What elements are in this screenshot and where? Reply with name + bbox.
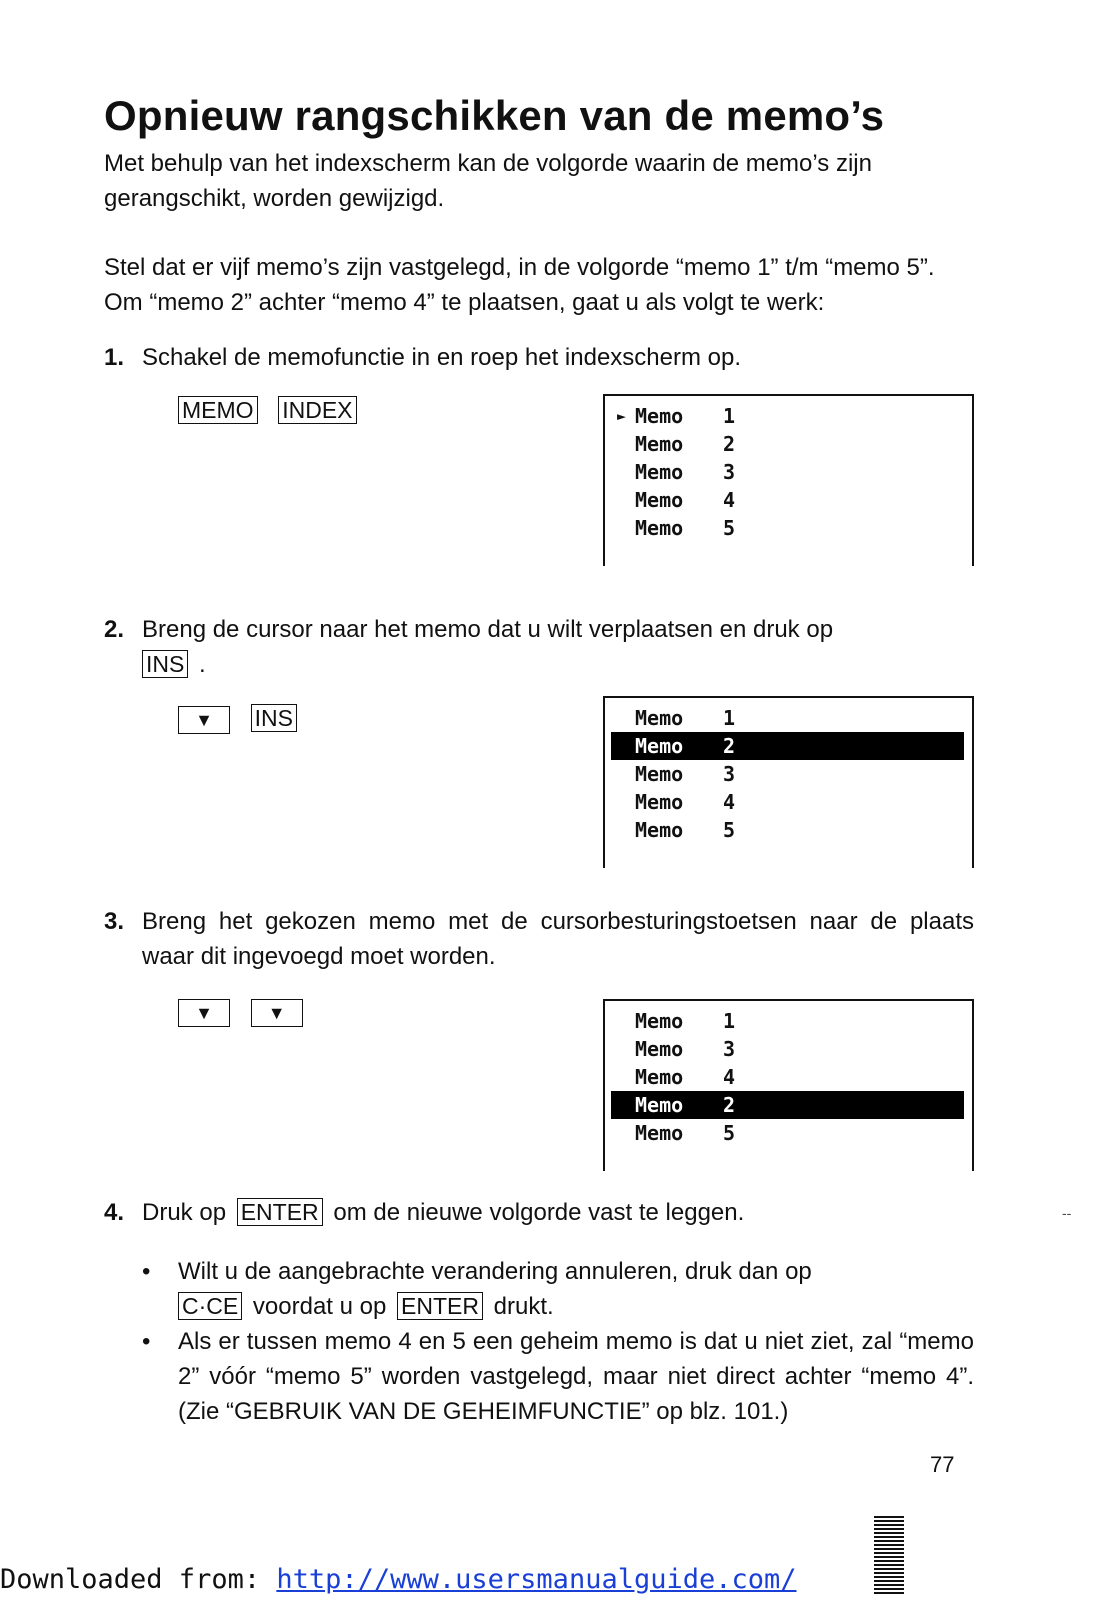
step-text: Breng het gekozen memo met de cursorbesturingstoetsen naar de plaats waar dit ingevoegd moet worden. bbox=[142, 908, 974, 970]
list-item[interactable]: Memo 1 bbox=[635, 706, 736, 730]
list-item[interactable]: Memo 5 bbox=[635, 818, 736, 842]
step-3 bbox=[104, 904, 974, 974]
ins-key[interactable]: INS bbox=[142, 650, 188, 678]
intro-paragraph: Met behulp van het indexscherm kan de volgorde waarin de memo’s zijn gerangschikt, worden gewijzigd. bbox=[104, 150, 872, 212]
step-number: 4. bbox=[104, 1199, 125, 1226]
note-bullet-cancel: • Wilt u de aangebrachte verandering annuleren, druk dan op C·CE voordat u op ENTER drukt. bbox=[142, 1258, 812, 1320]
page-number: 77 bbox=[930, 1452, 955, 1477]
index-key[interactable]: INDEX bbox=[278, 396, 356, 424]
lcd-screen-step-3 bbox=[603, 999, 974, 1171]
list-item[interactable]: Memo 5 bbox=[635, 516, 736, 540]
step-text: om de nieuwe volgorde vast te leggen. bbox=[333, 1199, 745, 1226]
list-item[interactable]: Memo 1 bbox=[635, 1009, 736, 1033]
step-3-keys bbox=[178, 998, 317, 1027]
lcd-screen-step-2 bbox=[603, 696, 974, 868]
list-item-selected[interactable]: Memo 2 bbox=[611, 732, 964, 760]
download-footer bbox=[0, 1564, 797, 1595]
list-item[interactable]: ► Memo 1 bbox=[617, 404, 736, 428]
context-paragraph: Stel dat er vijf memo’s zijn vastgelegd, in de volgorde “memo 1” t/m “memo 5”. Om “memo 2” achter “memo 4” te plaatsen, gaat u als volgt te werk: bbox=[104, 254, 935, 316]
step-number: 3. bbox=[104, 908, 125, 935]
page-title: Opnieuw rangschikken van de memo’s bbox=[104, 92, 885, 139]
cce-key[interactable]: C·CE bbox=[178, 1292, 242, 1320]
down-arrow-key[interactable]: ▼ bbox=[251, 999, 303, 1027]
memo-key[interactable]: MEMO bbox=[178, 396, 258, 424]
ins-key[interactable]: INS bbox=[251, 704, 297, 732]
step-text: Schakel de memofunctie in en roep het indexscherm op. bbox=[142, 344, 742, 371]
footer-link[interactable]: http://www.usersmanualguide.com/ bbox=[276, 1564, 797, 1595]
footer-prefix: Downloaded from: bbox=[0, 1564, 277, 1595]
step-number: 2. bbox=[104, 616, 125, 643]
list-item[interactable]: Memo 4 bbox=[635, 488, 736, 512]
margin-mark: -- bbox=[1062, 1205, 1072, 1221]
list-item[interactable]: Memo 3 bbox=[635, 460, 736, 484]
list-item[interactable]: Memo 3 bbox=[635, 762, 736, 786]
step-2: 2. Breng de cursor naar het memo dat u wilt verplaatsen en druk op INS . bbox=[104, 612, 974, 682]
memo-index-list bbox=[611, 704, 964, 844]
down-arrow-key[interactable]: ▼ bbox=[178, 706, 230, 734]
list-item[interactable]: Memo 5 bbox=[635, 1121, 736, 1145]
memo-index-list bbox=[611, 402, 964, 542]
step-4 bbox=[104, 1195, 974, 1230]
list-item[interactable]: Memo 3 bbox=[635, 1037, 736, 1061]
cursor-pointer-icon: ► bbox=[617, 407, 627, 425]
enter-key[interactable]: ENTER bbox=[237, 1198, 323, 1226]
step-2-keys bbox=[178, 704, 311, 734]
step-text: Druk op bbox=[142, 1199, 227, 1226]
barcode-mark bbox=[874, 1516, 904, 1594]
list-item[interactable]: Memo 4 bbox=[635, 790, 736, 814]
step-number: 1. bbox=[104, 344, 125, 371]
step-text: Breng de cursor naar het memo dat u wilt verplaatsen en druk op bbox=[142, 616, 834, 643]
note-bullet-secret-memo: • Als er tussen memo 4 en 5 een geheim memo is dat u niet ziet, zal “memo 2” vóór “memo 5” worden vastgelegd, maar niet direct achter “memo 4”. (Zie “GEBRUIK VAN DE GEHEIMFUNCTIE” op blz. 101.) bbox=[142, 1328, 974, 1425]
enter-key[interactable]: ENTER bbox=[397, 1292, 483, 1320]
list-item[interactable]: Memo 2 bbox=[635, 432, 736, 456]
memo-index-list bbox=[611, 1007, 964, 1147]
list-item-selected[interactable]: Memo 2 bbox=[611, 1091, 964, 1119]
list-item[interactable]: Memo 4 bbox=[635, 1065, 736, 1089]
lcd-screen-step-1 bbox=[603, 394, 974, 566]
step-1 bbox=[104, 340, 974, 375]
step-1-keys bbox=[178, 396, 371, 425]
down-arrow-key[interactable]: ▼ bbox=[178, 999, 230, 1027]
